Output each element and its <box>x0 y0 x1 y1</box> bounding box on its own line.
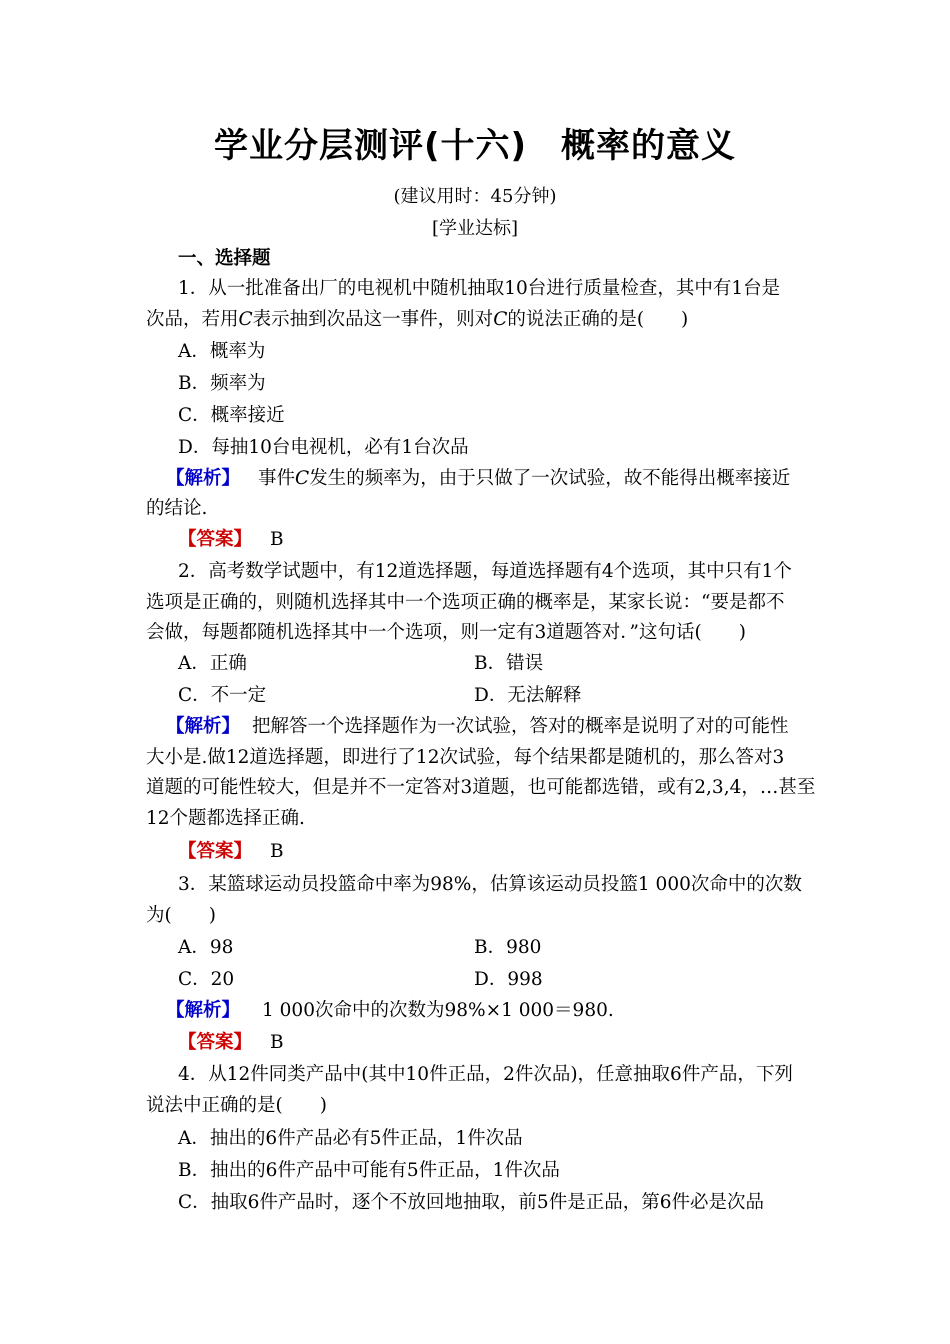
q3-option-b: B．980 <box>474 937 542 958</box>
q3-stem-line1: 3．某篮球运动员投篮命中率为98%，估算该运动员投篮1 000次命中的次数 <box>178 874 802 895</box>
q2-option-b: B．错误 <box>474 653 544 674</box>
q1-answer: 【答案】 B <box>178 529 284 550</box>
q1-stem-line2: 次品，若用C表示抽到次品这一事件，则对C的说法正确的是( ) <box>146 309 689 330</box>
q2-option-a: A．正确 <box>178 653 247 674</box>
q1-option-c: C．概率接近 <box>178 405 285 426</box>
q1-option-a: A．概率为 <box>178 341 266 362</box>
q3-option-a: A．98 <box>178 937 234 958</box>
q4-option-b: B．抽出的6件产品中可能有5件正品，1件次品 <box>178 1160 560 1181</box>
q2-analysis-line4: 12个题都选择正确. <box>146 808 305 829</box>
q2-option-d: D．无法解释 <box>474 685 582 706</box>
q3-analysis-line1: 【解析】 1 000次命中的次数为98%×1 000＝980. <box>166 1000 614 1021</box>
q4-option-a: A．抽出的6件产品必有5件正品，1件次品 <box>178 1128 523 1149</box>
q1-option-b: B．频率为 <box>178 373 266 394</box>
q2-stem-line1: 2．高考数学试题中，有12道选择题，每道选择题有4个选项，其中只有1个 <box>178 561 792 582</box>
answer-tag: 【答案】 <box>178 1032 253 1053</box>
q4-stem-line1: 4．从12件同类产品中(其中10件正品，2件次品)，任意抽取6件产品，下列 <box>178 1064 793 1085</box>
q4-option-c: C．抽取6件产品时，逐个不放回地抽取，前5件是正品，第6件必是次品 <box>178 1192 764 1213</box>
analysis-tag: 【解析】 <box>166 716 241 737</box>
q1-option-d: D．每抽10台电视机，必有1台次品 <box>178 437 469 458</box>
q1-analysis-line2: 的结论. <box>146 498 208 519</box>
title-main: 学业分层测评(十六) <box>213 126 528 166</box>
q3-stem-line2: 为( ) <box>146 905 216 926</box>
q3-option-d: D．998 <box>474 969 543 990</box>
section-level: [学业达标] <box>431 218 519 239</box>
analysis-tag: 【解析】 <box>166 468 241 489</box>
q2-stem-line3: 会做，每题都随机选择其中一个选项，则一定有3道题答对．”这句话( ) <box>146 622 746 643</box>
q2-analysis-line1: 【解析】 把解答一个选择题作为一次试验，答对的概率是说明了对的可能性 <box>166 716 789 737</box>
page-title <box>0 118 950 167</box>
answer-tag: 【答案】 <box>178 841 253 862</box>
q1-stem-line1: 1．从一批准备出厂的电视机中随机抽取10台进行质量检查，其中有1台是 <box>178 278 781 299</box>
q1-analysis-line1: 【解析】 事件C发生的频率为，由于只做了一次试验，故不能得出概率接近 <box>166 468 791 489</box>
q4-stem-line2: 说法中正确的是( ) <box>146 1095 327 1116</box>
q2-option-c: C．不一定 <box>178 685 267 706</box>
q2-answer: 【答案】 B <box>178 841 284 862</box>
answer-tag: 【答案】 <box>178 529 253 550</box>
section-heading: 一、选择题 <box>178 248 271 269</box>
q2-stem-line2: 选项是正确的，则随机选择其中一个选项正确的概率是，某家长说：“要是都不 <box>146 592 785 613</box>
title-topic: 概率的意义 <box>561 126 737 166</box>
analysis-tag: 【解析】 <box>166 1000 241 1021</box>
q3-option-c: C．20 <box>178 969 235 990</box>
q3-answer: 【答案】 B <box>178 1032 284 1053</box>
q2-analysis-line3: 道题的可能性较大，但是并不一定答对3道题，也可能都选错，或有2,3,4，…甚至 <box>146 777 816 798</box>
q2-analysis-line2: 大小是.做12道选择题，即进行了12次试验，每个结果都是随机的，那么答对3 <box>146 747 785 768</box>
time-hint: (建议用时：45分钟) <box>393 186 557 207</box>
